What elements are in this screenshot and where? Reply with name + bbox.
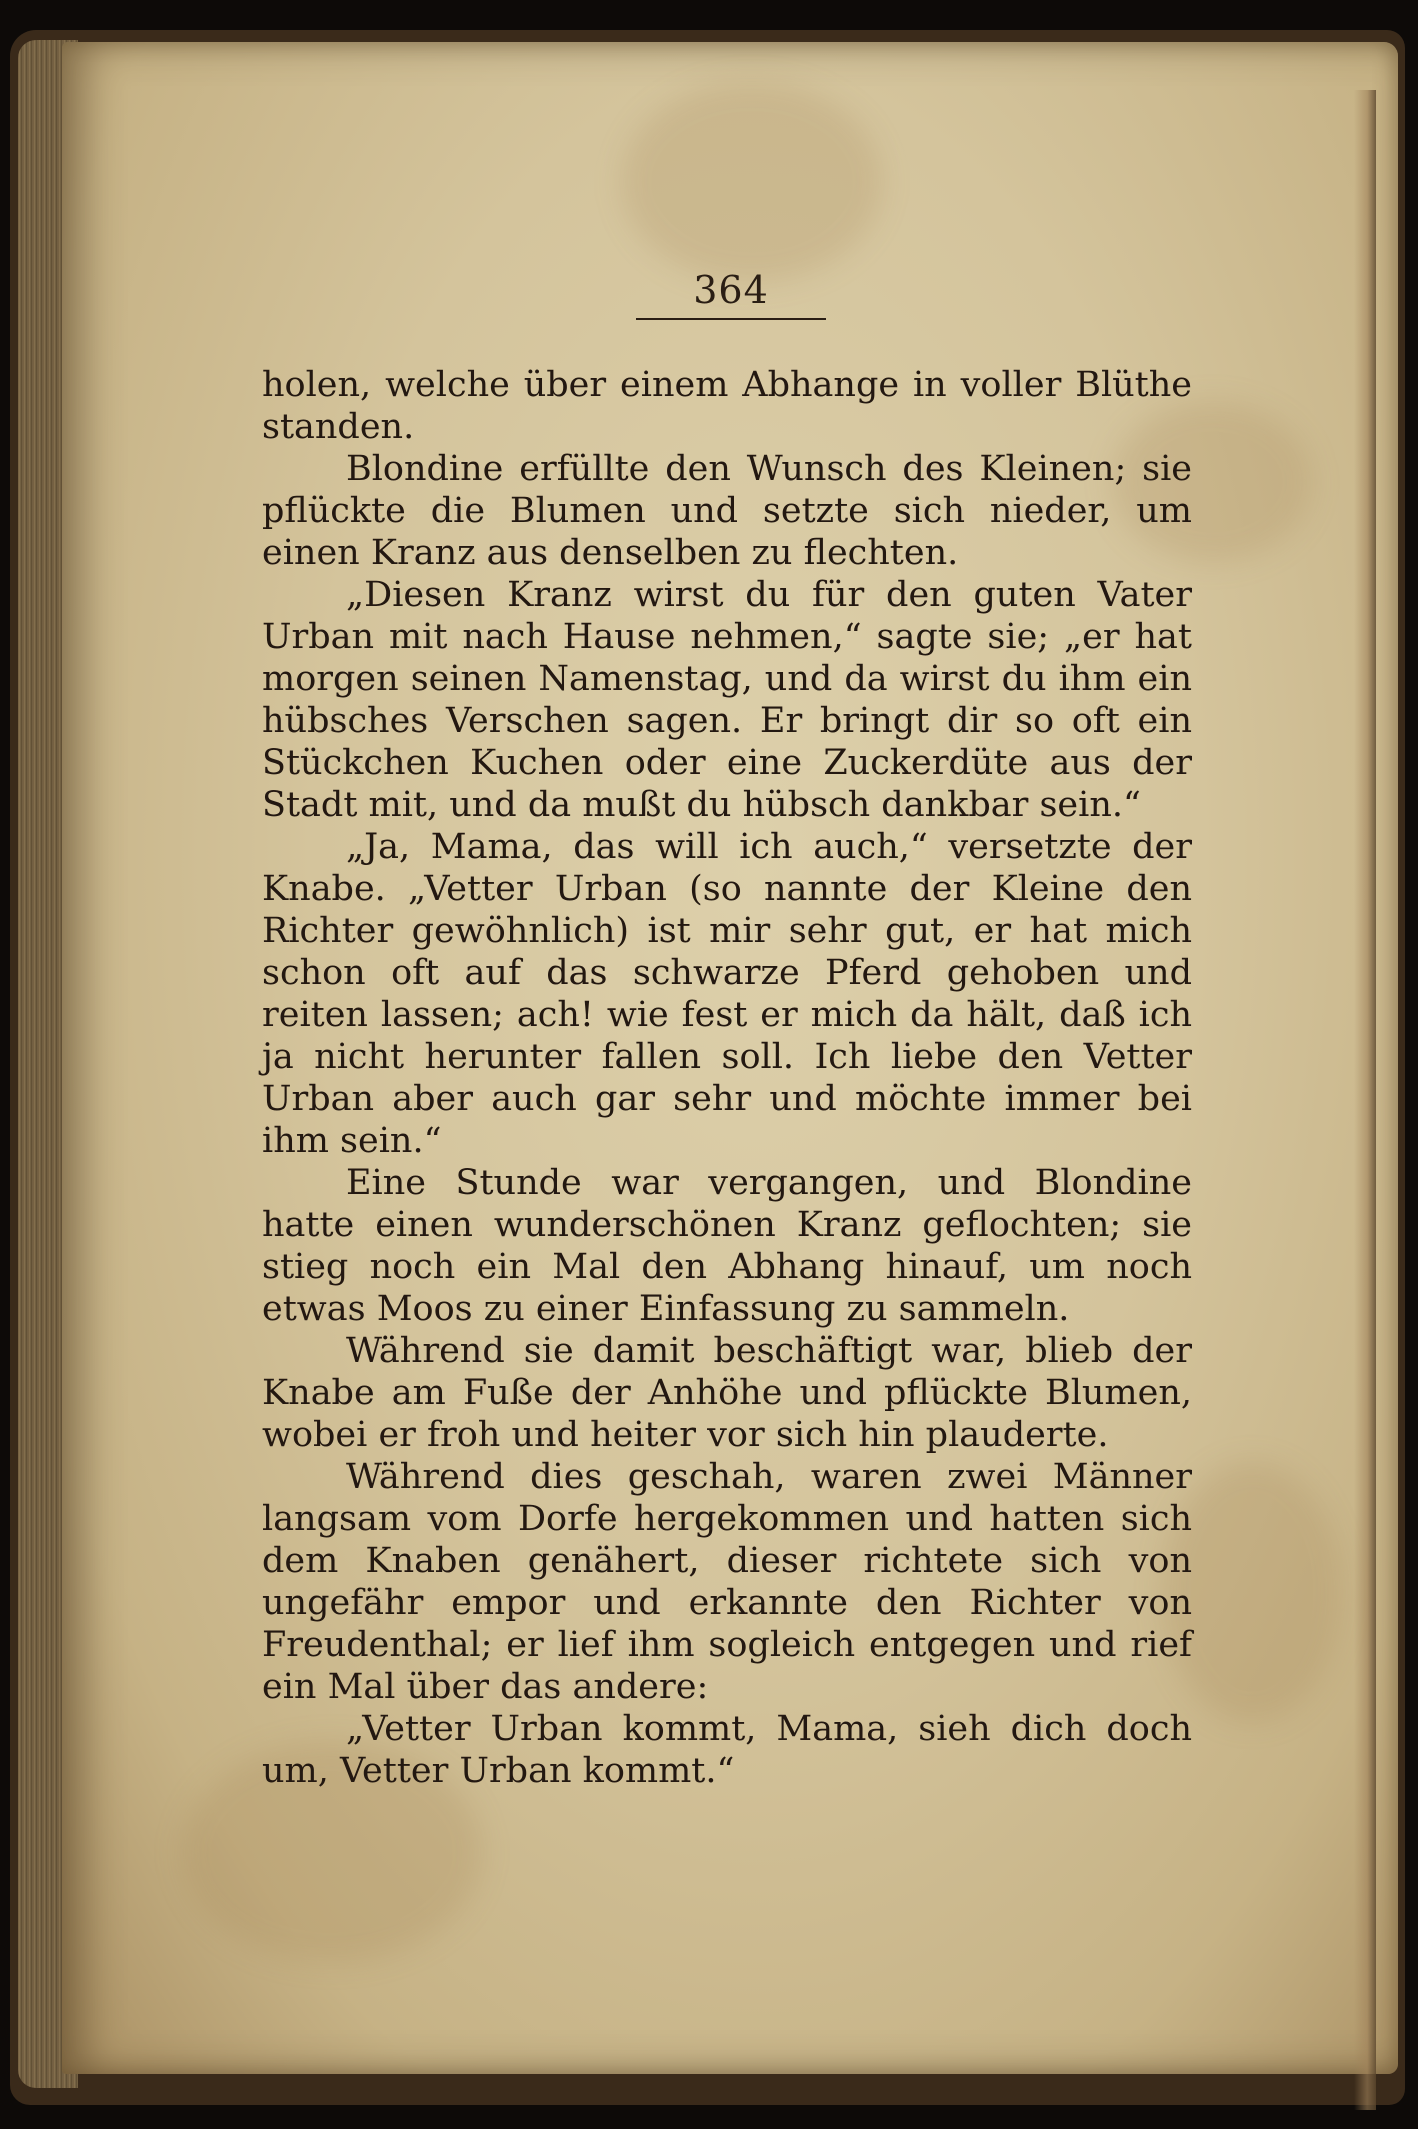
- paragraph: Während dies geschah, waren zwei Männer langsam vom Dorfe hergekommen und hatten sich dem Knaben genähert, dieser richtete sich von ungefähr empor und erkannte den Richter von Freudenthal; er lief ihm sogleich entgegen und rief ein Mal über das andere:: [262, 1457, 1192, 1707]
- paper-stain: [622, 82, 882, 282]
- body-text: [262, 364, 1192, 1792]
- paragraph: „Diesen Kranz wirst du für den guten Vater Urban mit nach Hause nehmen,“ sagte sie; „er hat morgen seinen Namenstag, und da wirst du ihm ein hübsches Verschen sagen. Er bringt dir so oft ein Stückchen Kuchen oder eine Zuckerdüte aus der Stadt mit, und da mußt du hübsch dankbar sein.“: [262, 575, 1192, 825]
- paragraph: Blondine erfüllte den Wunsch des Kleinen; sie pflückte die Blumen und setzte sich nieder, um einen Kranz aus denselben zu flechten.: [262, 449, 1192, 573]
- page-number-rule: [636, 318, 826, 320]
- paragraph: „Ja, Mama, das will ich auch,“ versetzte der Knabe. „Vetter Urban (so nannte der Kleine den Richter gewöhnlich) ist mir sehr gut, er hat mich schon oft auf das schwarze Pferd gehoben und reiten lassen; ach! wie fest er mich da hält, daß ich ja nicht herunter fallen soll. Ich liebe den Vetter Urban aber auch gar sehr und möchte immer bei ihm sein.“: [262, 827, 1192, 1161]
- paragraph: Während sie damit beschäftigt war, blieb der Knabe am Fuße der Anhöhe und pflückte Blumen, wobei er froh und heiter vor sich hin plauderte.: [262, 1331, 1192, 1455]
- paragraph: Eine Stunde war vergangen, und Blondine hatte einen wunderschönen Kranz geflochten; sie stieg noch ein Mal den Abhang hinauf, um noch etwas Moos zu einer Einfassung zu sammeln.: [262, 1163, 1192, 1329]
- paragraph: „Vetter Urban kommt, Mama, sieh dich doch um, Vetter Urban kommt.“: [262, 1709, 1192, 1791]
- paragraph: holen, welche über einem Abhange in voller Blüthe standen.: [262, 365, 1192, 447]
- page-right-edge: [1354, 90, 1376, 2110]
- page-number: 364: [693, 268, 769, 312]
